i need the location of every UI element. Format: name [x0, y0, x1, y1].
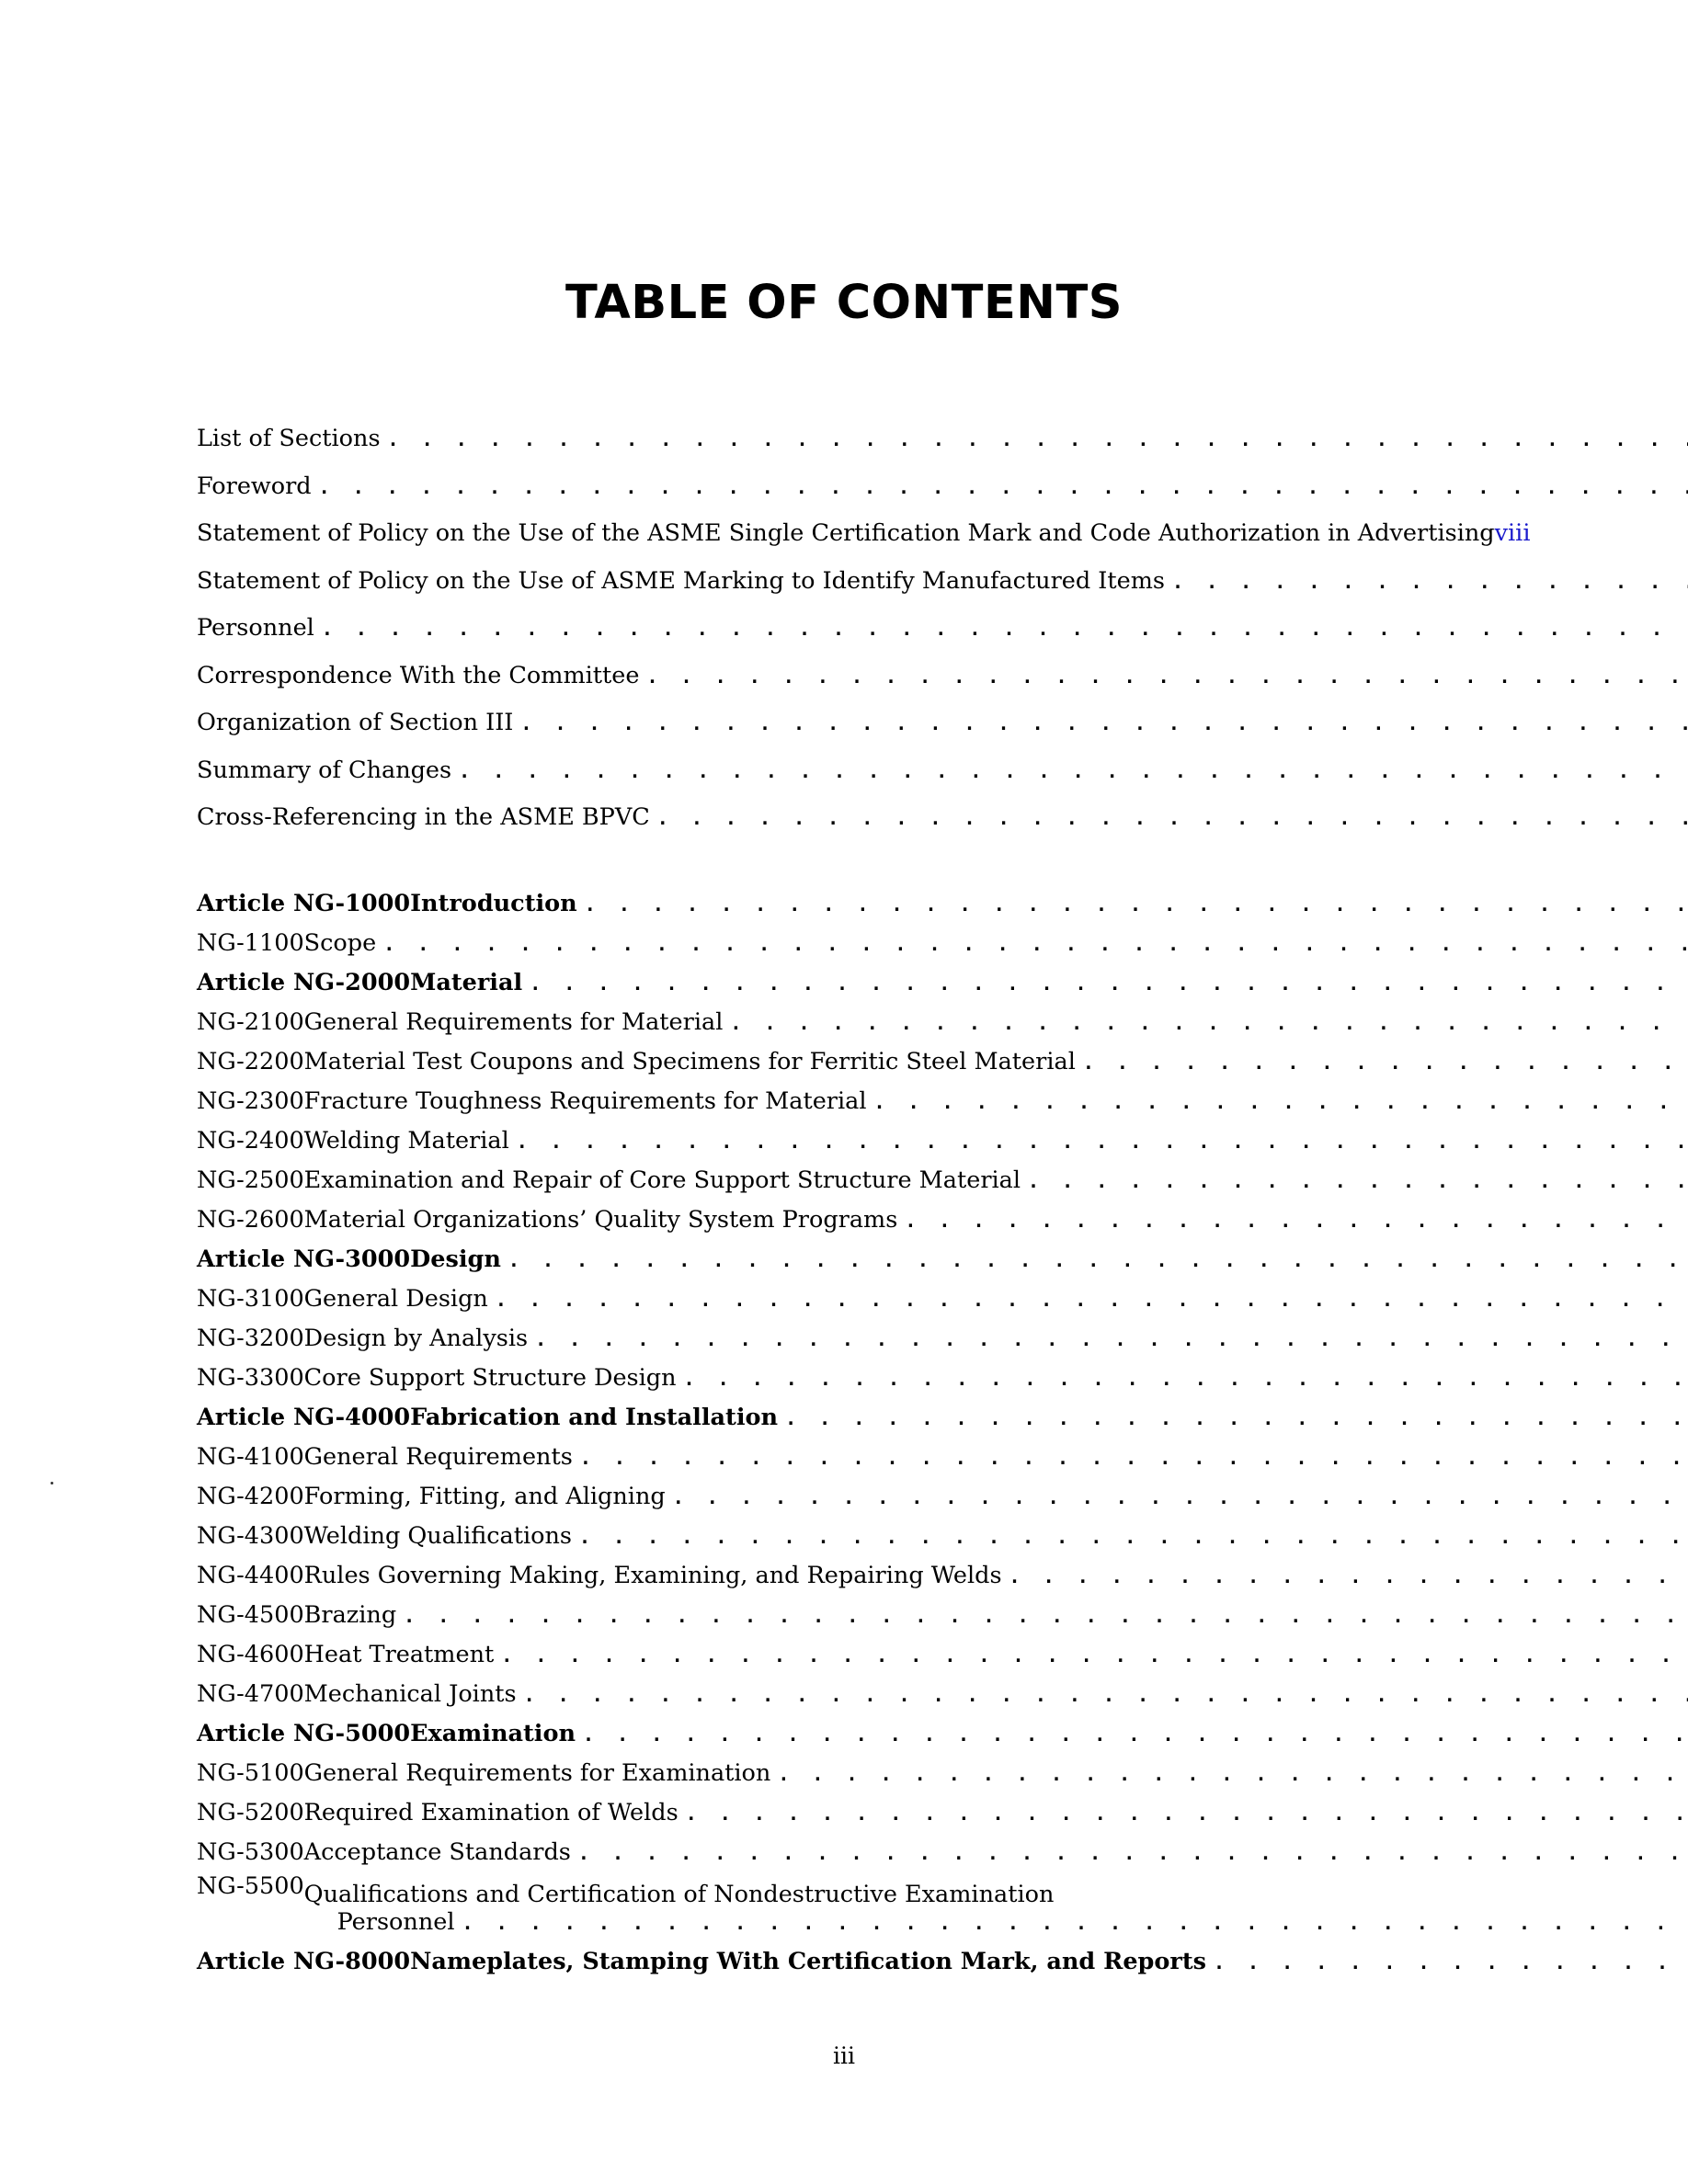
- dot-leader: [585, 893, 1688, 916]
- dot-leader: [1214, 1951, 1688, 1974]
- toc-entry-label: List of Sections: [197, 425, 381, 452]
- dot-leader: [579, 1526, 1688, 1548]
- dot-leader: [1009, 1565, 1688, 1587]
- toc-entry-label: Organization of Section III: [197, 709, 514, 736]
- dot-leader: [404, 1605, 1688, 1627]
- dot-leader: [905, 1210, 1688, 1232]
- article-entry[interactable]: [197, 881, 1530, 920]
- dot-leader: [322, 618, 1688, 640]
- section-number: NG-5500: [197, 1872, 304, 1900]
- dot-leader: [583, 1723, 1688, 1746]
- toc-entry[interactable]: [197, 425, 1530, 472]
- section-entry[interactable]: [197, 1632, 1530, 1671]
- section-number: NG-5100: [197, 1759, 304, 1787]
- dot-leader: [388, 428, 1688, 450]
- article-number: Article NG-4000: [197, 1404, 411, 1431]
- toc-page-link[interactable]: viii: [1494, 519, 1531, 547]
- dot-leader: [684, 1368, 1688, 1390]
- section-number: NG-2300: [197, 1087, 304, 1115]
- section-title: Required Examination of Welds: [303, 1799, 679, 1826]
- section-title: General Requirements for Material: [303, 1008, 724, 1036]
- section-title: General Requirements for Examination: [303, 1759, 771, 1787]
- article-title: Examination: [410, 1720, 576, 1747]
- dot-leader: [1028, 1170, 1688, 1192]
- toc-entry-label: Statement of Policy on the Use of the ASME Single Certification Mark and Code Authorization in Advertising: [197, 519, 1495, 547]
- section-title: Material Test Coupons and Specimens for Ferritic Steel Material: [303, 1048, 1076, 1075]
- section-number: NG-3200: [197, 1325, 304, 1352]
- article-title: Material: [410, 969, 523, 996]
- article-entry[interactable]: [197, 1939, 1530, 1978]
- section-title: Forming, Fitting, and Aligning: [303, 1483, 666, 1510]
- section-title: General Design: [303, 1285, 488, 1313]
- section-title: Material Organizations’ Quality System Programs: [303, 1206, 898, 1234]
- toc-entry[interactable]: [197, 614, 1530, 662]
- dot-leader: [673, 1486, 1688, 1508]
- dot-leader: [508, 1249, 1688, 1271]
- toc-entry[interactable]: [197, 472, 1530, 520]
- section-entry[interactable]: [197, 1078, 1530, 1118]
- dot-leader: [1172, 571, 1688, 593]
- section-title: Scope: [303, 929, 377, 957]
- dot-leader: [496, 1289, 1688, 1311]
- dot-leader: [580, 1447, 1688, 1469]
- dot-leader: [319, 476, 1688, 498]
- toc-entry-label: Statement of Policy on the Use of ASME Marking to Identify Manufactured Items: [197, 566, 1165, 595]
- section-number: NG-2600: [197, 1206, 304, 1234]
- toc-entry-label: Summary of Changes: [197, 756, 452, 784]
- section-entry[interactable]: [197, 1118, 1530, 1157]
- section-number: NG-4100: [197, 1443, 304, 1471]
- section-title: Core Support Structure Design: [303, 1364, 677, 1392]
- section-entry[interactable]: [197, 1869, 1530, 1939]
- dot-leader: [530, 973, 1688, 995]
- dot-leader: [462, 1912, 1688, 1934]
- dot-leader: [686, 1803, 1688, 1825]
- toc-entry-label: Foreword: [197, 472, 312, 500]
- dot-leader: [520, 712, 1688, 734]
- section-entry[interactable]: [197, 1553, 1530, 1592]
- article-title: Introduction: [410, 890, 577, 917]
- section-title: Mechanical Joints: [303, 1680, 517, 1708]
- article-entry[interactable]: [197, 1236, 1530, 1276]
- section-number: NG-4500: [197, 1601, 304, 1629]
- article-entry[interactable]: [197, 1711, 1530, 1750]
- articles-list: [197, 881, 1530, 1978]
- toc-entry[interactable]: [197, 519, 1530, 567]
- section-title: Heat Treatment: [303, 1641, 495, 1668]
- section-title: Fracture Toughness Requirements for Material: [303, 1087, 867, 1115]
- section-entry[interactable]: [197, 1315, 1530, 1355]
- toc-entry[interactable]: [197, 662, 1530, 710]
- toc-entry-label: Correspondence With the Committee: [197, 661, 640, 689]
- toc-entry-label: Cross-Referencing in the ASME BPVC: [197, 803, 650, 831]
- section-entry[interactable]: [197, 1592, 1530, 1632]
- page-title: TABLE OF CONTENTS: [565, 276, 1123, 330]
- section-title: Design by Analysis: [303, 1325, 529, 1352]
- dot-leader: [459, 760, 1688, 782]
- section-title: Rules Governing Making, Examining, and Repairing Welds: [303, 1562, 1002, 1589]
- section-entry[interactable]: [197, 920, 1530, 960]
- section-title: Examination and Repair of Core Support Structure Material: [303, 1166, 1021, 1194]
- toc-entry[interactable]: [197, 567, 1530, 615]
- section-entry[interactable]: [197, 1790, 1530, 1829]
- section-entry[interactable]: [197, 1197, 1530, 1236]
- section-number: NG-3100: [197, 1285, 304, 1313]
- section-entry[interactable]: [197, 1039, 1530, 1078]
- section-entry[interactable]: [197, 1513, 1530, 1553]
- section-title: Welding Qualifications: [303, 1522, 572, 1550]
- section-entry[interactable]: [197, 1473, 1530, 1513]
- article-number: Article NG-5000: [197, 1720, 411, 1747]
- front-matter-list: [197, 425, 1530, 851]
- dot-leader: [730, 1012, 1688, 1034]
- section-number: NG-2100: [197, 1008, 304, 1036]
- page-number: iii: [833, 2042, 855, 2069]
- dot-leader: [778, 1763, 1688, 1785]
- dot-leader: [657, 807, 1688, 829]
- section-title: Acceptance Standards: [303, 1838, 571, 1866]
- toc-entry[interactable]: [197, 709, 1530, 756]
- section-number: NG-4200: [197, 1483, 304, 1510]
- article-number: Article NG-1000: [197, 890, 411, 917]
- toc-entry-label: Personnel: [197, 614, 314, 642]
- section-title: Qualifications and Certification of Nondestructive Examination: [303, 1881, 1055, 1908]
- dot-leader: [517, 1131, 1688, 1153]
- section-number: NG-5200: [197, 1799, 304, 1826]
- section-number: NG-4700: [197, 1680, 304, 1708]
- section-title: General Requirements: [303, 1443, 573, 1471]
- section-number: NG-5300: [197, 1838, 304, 1866]
- dot-leader: [1083, 1052, 1688, 1074]
- section-entry[interactable]: [197, 1157, 1530, 1197]
- toc-entry[interactable]: [197, 803, 1530, 851]
- dot-leader: [524, 1684, 1688, 1706]
- section-entry[interactable]: [197, 1355, 1530, 1394]
- section-entry[interactable]: [197, 1750, 1530, 1790]
- section-title: Welding Material: [303, 1127, 509, 1155]
- article-number: Article NG-3000: [197, 1246, 411, 1273]
- section-number: NG-2500: [197, 1166, 304, 1194]
- dot-leader: [501, 1644, 1688, 1666]
- section-entry[interactable]: [197, 1829, 1530, 1869]
- dot-leader: [535, 1328, 1688, 1350]
- article-title: Nameplates, Stamping With Certification Mark, and Reports: [410, 1948, 1206, 1975]
- section-number: NG-3300: [197, 1364, 304, 1392]
- article-entry[interactable]: [197, 960, 1530, 999]
- section-number: NG-2200: [197, 1048, 304, 1075]
- article-title: Design: [410, 1246, 501, 1273]
- dot-leader: [578, 1842, 1688, 1864]
- dot-leader: [874, 1091, 1688, 1113]
- section-title: Brazing: [303, 1601, 397, 1629]
- article-number: Article NG-2000: [197, 969, 411, 996]
- section-number: NG-2400: [197, 1127, 304, 1155]
- section-title-continued: Personnel: [336, 1908, 455, 1936]
- scan-speck: [51, 1482, 53, 1484]
- dot-leader: [646, 665, 1688, 688]
- section-number: NG-4400: [197, 1562, 304, 1589]
- section-entry[interactable]: [197, 1671, 1530, 1711]
- dot-leader: [383, 933, 1688, 955]
- article-title: Fabrication and Installation: [410, 1404, 779, 1431]
- section-number: NG-1100: [197, 929, 304, 957]
- article-number: Article NG-8000: [197, 1948, 411, 1975]
- toc-entry[interactable]: [197, 756, 1530, 804]
- section-number: NG-4600: [197, 1641, 304, 1668]
- section-entry[interactable]: [197, 999, 1530, 1039]
- dot-leader: [785, 1407, 1688, 1429]
- article-entry[interactable]: [197, 1394, 1530, 1434]
- section-entry[interactable]: [197, 1434, 1530, 1473]
- section-number: NG-4300: [197, 1522, 304, 1550]
- section-entry[interactable]: [197, 1276, 1530, 1315]
